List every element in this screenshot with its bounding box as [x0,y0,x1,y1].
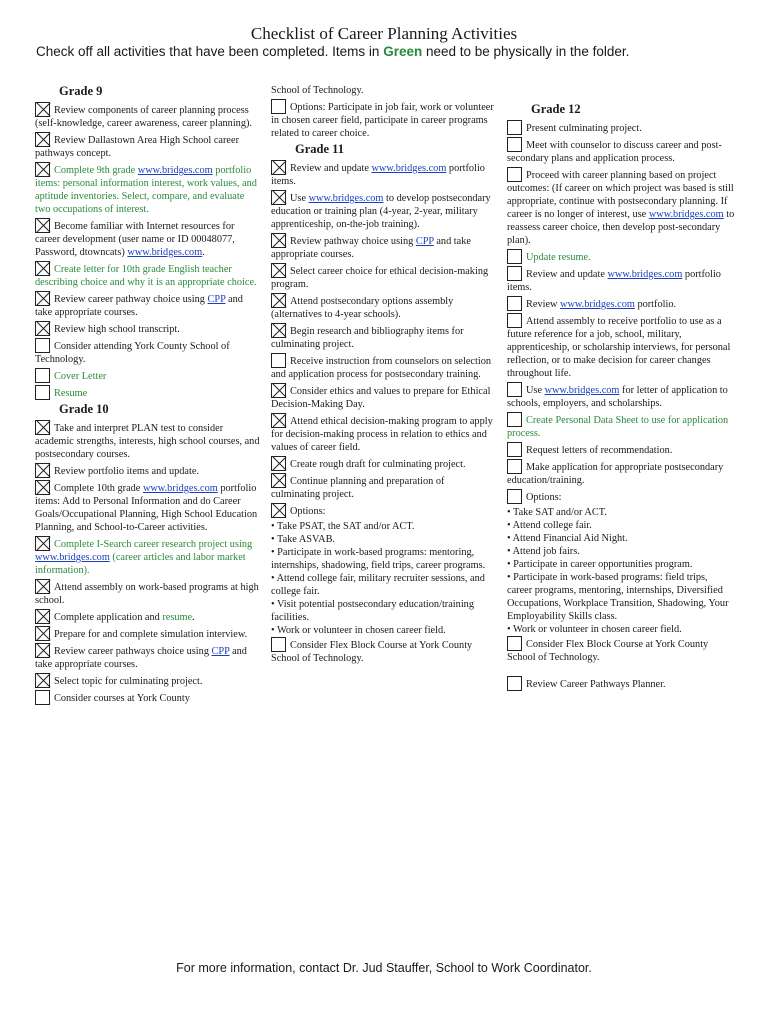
checkbox-checked[interactable] [271,263,286,278]
item-text: Cover Letter [54,371,107,382]
item-text: Create letter for 10th grade English teacher describing choice and why it is an appropriate choice. [35,264,257,288]
checkbox-checked[interactable] [35,579,50,594]
checkbox-unchecked[interactable] [507,313,522,328]
item-text: Request letters of recommendation. [526,445,673,456]
bridges-link[interactable]: www.bridges.com [137,165,213,176]
checkbox-checked[interactable] [35,536,50,551]
item-text: Select career choice for ethical decision-making program. [271,266,489,290]
option-bullet: • Attend college fair. [507,520,592,531]
checkbox-checked[interactable] [35,321,50,336]
grade-9-heading: Grade 9 [59,84,103,98]
checklist-item [35,690,260,705]
checkbox-unchecked[interactable] [35,690,50,705]
item-text: Review Dallastown Area High School career pathways concept. [35,135,239,159]
item-text: and take appropriate courses. [271,236,471,260]
checkbox-unchecked[interactable] [271,637,286,652]
checklist-item [271,160,496,188]
item-text: Options: [290,506,326,517]
cpp-link[interactable]: CPP [415,236,434,247]
item-text: Review career pathways choice using [54,646,212,657]
grade-12-heading: Grade 12 [531,102,581,116]
checklist-item [35,480,260,534]
checklist-item [507,382,735,410]
checklist-item-green [35,261,260,289]
checklist-item [35,338,260,366]
checklist-item-green [507,249,735,264]
column-grade-12 [507,100,735,693]
option-bullet: • Participate in work-based programs: mentoring, internships, shadowing, field trips, career programs. [271,547,486,571]
item-text: Options: [526,492,562,503]
item-text: Receive instruction from counselors on selection and application process for postsecondary training. [271,356,492,380]
checkbox-checked[interactable] [35,420,50,435]
checklist-item [271,190,496,231]
checklist-item [271,637,496,665]
item-text: Consider ethics and values to prepare for Ethical Decision-Making Day. [271,386,491,410]
checkbox-unchecked[interactable] [271,353,286,368]
checklist-item [271,99,496,140]
checkbox-checked[interactable] [35,463,50,478]
checkbox-unchecked[interactable] [507,249,522,264]
item-text: . [192,612,195,623]
column-grade-11 [271,84,496,667]
option-bullet: • Work or volunteer in chosen career field. [271,625,446,636]
checklist-item [507,636,735,664]
checklist-item [35,291,260,319]
option-bullet: • Attend job fairs. [507,546,580,557]
checkbox-unchecked[interactable] [507,120,522,135]
checkbox-unchecked[interactable] [507,459,522,474]
checklist-item [35,132,260,160]
item-text: Review and update [526,269,608,280]
item-text: portfolio items: Add to Personal Information and do Career Goals/Occupational Planning, High School Education Planning, and School-to-Career activities. [35,483,258,533]
continued-text: School of Technology. [271,85,364,96]
checklist-item [507,676,735,691]
bridges-link[interactable]: www.bridges.com [35,552,110,563]
item-text: and take appropriate courses. [35,294,243,318]
checkbox-unchecked[interactable] [507,412,522,427]
checklist-item [271,473,496,501]
instructions-green-word: Green [383,44,423,59]
checkbox-unchecked[interactable] [507,266,522,281]
checklist-item [271,293,496,321]
item-text: Begin research and bibliography items for culminating project. [271,326,464,350]
item-text: Prepare for and complete simulation interview. [54,629,248,640]
option-bullet: • Take ASVAB. [271,534,336,545]
option-bullet: • Take PSAT, the SAT and/or ACT. [271,521,415,532]
item-text: Options: Participate in job fair, work or volunteer in chosen career field, participate in career programs related to career choice. [271,102,494,139]
checkbox-checked[interactable] [35,162,50,177]
checklist-item [271,383,496,411]
instructions [36,44,629,59]
item-text: Review portfolio items and update. [54,466,199,477]
checkbox-unchecked[interactable] [507,636,522,651]
checklist-item [507,266,735,294]
checkbox-checked[interactable] [35,218,50,233]
checkbox-unchecked[interactable] [507,167,522,182]
bridges-link[interactable]: www.bridges.com [142,483,218,494]
item-text: Review career pathway choice using [54,294,208,305]
checklist-item [35,218,260,259]
item-text: Complete 9th grade [54,165,138,176]
checklist-item [507,167,735,247]
checklist-item [35,321,260,336]
checkbox-checked[interactable] [35,673,50,688]
resume-green-text: resume [162,612,193,623]
checklist-item [507,489,735,504]
checklist-item [507,296,735,311]
instructions-text-end: need to be physically in the folder. [422,44,630,59]
checklist-item [35,626,260,641]
checklist-item-green [35,162,260,216]
checklist-item [35,420,260,461]
item-text: for letter of application to schools, employers, and scholarships. [507,385,728,409]
option-bullet: • Attend Financial Aid Night. [507,533,628,544]
item-text: Update resume. [526,252,591,263]
item-text: Consider attending York County School of Technology. [35,341,230,365]
checkbox-checked[interactable] [271,473,286,488]
item-text: Take and interpret PLAN test to consider academic strengths, interests, high school courses, and postsecondary courses. [35,423,260,460]
option-bullet: • Work or volunteer in chosen career field. [507,624,682,635]
item-text: Continue planning and preparation of culminating project. [271,476,445,500]
option-bullet: • Visit potential postsecondary education/training facilities. [271,599,474,623]
checklist-item [507,313,735,380]
bridges-link[interactable]: www.bridges.com [544,385,620,396]
checklist-item [271,413,496,454]
item-text: Review pathway choice using [290,236,416,247]
item-text: portfolio items: personal information interest, work values, and aptitude inventories. Select, compare, and evaluate two occupations of interest. [35,165,257,215]
checkbox-checked[interactable] [35,291,50,306]
checklist-item-green [35,385,260,400]
cpp-link[interactable]: CPP [211,646,230,657]
item-text: Review Career Pathways Planner. [526,679,666,690]
checkbox-checked[interactable] [35,102,50,117]
item-text: Consider Flex Block Course at York County School of Technology. [507,639,709,663]
checkbox-unchecked[interactable] [507,296,522,311]
checkbox-checked[interactable] [35,626,50,641]
bridges-link[interactable]: www.bridges.com [607,269,683,280]
item-text: Resume [54,388,88,399]
item-text: Review components of career planning process (self-knowledge, career awareness, career planning). [35,105,252,129]
checklist-item [35,463,260,478]
checkbox-checked[interactable] [271,160,286,175]
bridges-link[interactable]: www.bridges.com [560,299,635,310]
item-text: Complete I-Search career research project using [54,539,253,550]
checklist-item [35,643,260,671]
checkbox-unchecked[interactable] [507,137,522,152]
checklist-item-green [35,368,260,383]
item-text: Consider courses at York County [54,693,190,704]
checkbox-checked[interactable] [271,233,286,248]
spacer [507,666,735,676]
checkbox-unchecked[interactable] [507,676,522,691]
item-text: Create Personal Data Sheet to use for application process. [507,415,729,439]
checkbox-unchecked[interactable] [35,338,50,353]
checkbox-checked[interactable] [271,456,286,471]
checklist-item [507,459,735,487]
instructions-text: Check off all activities that have been completed. Items in [36,44,384,59]
checkbox-unchecked[interactable] [507,489,522,504]
checkbox-checked[interactable] [35,132,50,147]
item-text: Attend postsecondary options assembly (alternatives to 4-year schools). [271,296,454,320]
page-title: Checklist of Career Planning Activities [250,24,518,43]
item-text: Meet with counselor to discuss career and post-secondary plans and application process. [507,140,722,164]
checklist-item-green [35,536,260,577]
checkbox-checked[interactable] [35,609,50,624]
item-text: Consider Flex Block Course at York County School of Technology. [271,640,473,664]
checklist-item-green [507,412,735,440]
footer-contact: For more information, contact Dr. Jud Stauffer, School to Work Coordinator. [176,961,592,975]
option-bullet: • Participate in career opportunities program. [507,559,693,570]
item-text: Review [526,299,561,310]
item-text: Proceed with career planning based on project outcomes: (If career on which project was based is still appropriate, continue with postsecondary planning. If career is no longer of interest, use [507,170,734,220]
bridges-link[interactable]: www.bridges.com [308,193,384,204]
checkbox-checked[interactable] [271,293,286,308]
bridges-link[interactable]: www.bridges.com [371,163,447,174]
checkbox-unchecked[interactable] [271,99,286,114]
checkbox-checked[interactable] [271,323,286,338]
grade-11-heading: Grade 11 [295,142,344,156]
item-text: Create rough draft for culminating project. [290,459,466,470]
item-text: Attend assembly on work-based programs at high school. [35,582,259,606]
checkbox-checked[interactable] [35,643,50,658]
item-text: to develop postsecondary education or training plan (4-year, 2-year, military apprenticeship, on-the-job training). [271,193,491,230]
item-text: and take appropriate courses. [35,646,247,670]
bridges-link[interactable]: www.bridges.com [648,209,724,220]
checklist-item [35,102,260,130]
item-text: Use [526,385,545,396]
cpp-link[interactable]: CPP [207,294,226,305]
item-text: portfolio items. [271,163,485,187]
checklist-item [271,353,496,381]
checklist-item [507,442,735,457]
item-text: Complete application and [54,612,163,623]
item-text: portfolio items. [507,269,721,293]
item-text: Attend assembly to receive portfolio to use as a future reference for a job, school, military, apprenticeship, or scholarship interviews, for personal reflection, or to make decision for career changes throughout life. [507,316,731,379]
item-text: portfolio. [634,299,677,310]
item-text: . [202,247,205,258]
column-grade-9-10 [35,82,260,707]
checklist-item [507,137,735,165]
item-text: Attend ethical decision-making program to apply for decision-making process in relation to ethics and values of career field. [271,416,493,453]
option-bullet: • Take SAT and/or ACT. [507,507,607,518]
checklist-item [35,579,260,607]
item-text: to reassess career choice, then develop post-secondary plan). [507,209,735,246]
checkbox-unchecked[interactable] [507,442,522,457]
checkbox-checked[interactable] [35,261,50,276]
option-bullet: • Attend college fair, military recruiter sessions, and college fair. [271,573,485,597]
checklist-item [35,609,260,624]
checkbox-checked[interactable] [271,190,286,205]
item-text: Use [290,193,309,204]
item-text: Present culminating project. [526,123,642,134]
checklist-item [507,120,735,135]
item-text: Become familiar with Internet resources for career development (user name or ID 00048077, Password, dtowncats) [35,221,235,258]
item-text: Review and update [290,163,372,174]
item-text: (career articles and labor market information). [35,552,246,576]
grade-10-heading: Grade 10 [59,402,109,416]
checkbox-checked[interactable] [271,503,286,518]
item-text: Select topic for culminating project. [54,676,203,687]
checkbox-checked[interactable] [271,413,286,428]
checklist-item [35,673,260,688]
checklist-item [271,503,496,518]
item-text: Complete 10th grade [54,483,143,494]
bridges-link[interactable]: www.bridges.com [127,247,203,258]
checkbox-unchecked[interactable] [507,382,522,397]
item-text: Review high school transcript. [54,324,180,335]
item-text: Make application for appropriate postsecondary education/training. [507,462,724,486]
checklist-item [271,233,496,261]
checklist-item [271,456,496,471]
checklist-item [271,323,496,351]
checklist-item [271,263,496,291]
checkbox-unchecked[interactable] [35,385,50,400]
checkbox-unchecked[interactable] [35,368,50,383]
checkbox-checked[interactable] [271,383,286,398]
option-bullet: • Participate in work-based programs: field trips, career programs, mentoring, internships, Diversified Occupations, Workplace Transition, Shadowing, Your Employability Skills class. [507,572,729,622]
checkbox-checked[interactable] [35,480,50,495]
